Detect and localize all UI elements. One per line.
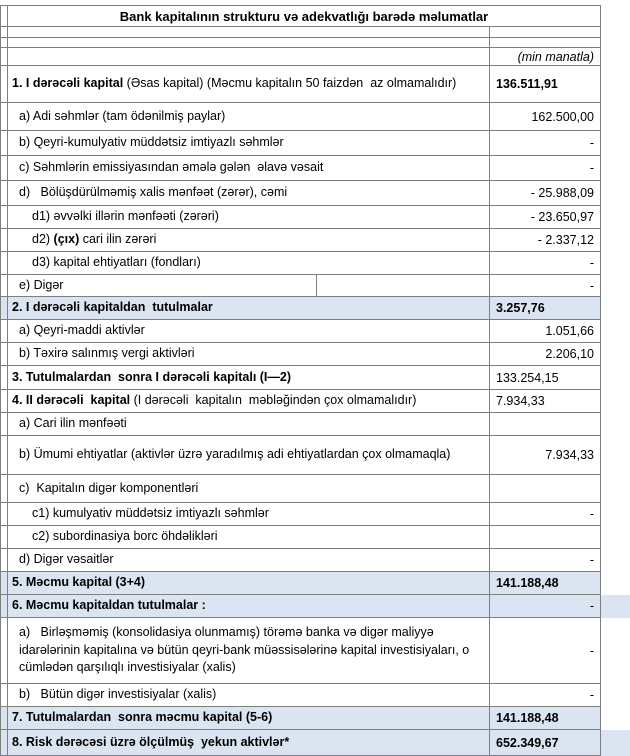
row-value-cell [489,413,601,436]
row-label-cell [8,229,489,252]
row-stub-cell [0,229,8,252]
row-right-margin [601,103,630,131]
table-row [0,730,630,756]
cell-divider [316,275,317,296]
row-value-cell: - [489,595,601,618]
table-row [0,684,630,707]
table-row [0,475,630,503]
row-label-cell [8,131,489,156]
row-stub-cell [0,27,8,38]
row-label-segment: cari ilin zərəri [79,232,157,247]
empty-label-cell [8,27,489,38]
row-label-cell [8,572,489,595]
table-row [0,343,630,366]
row-stub-cell [0,436,8,475]
table-row [0,181,630,206]
row-stub-cell [0,413,8,436]
row-stub-cell [0,103,8,131]
row-right-margin [601,572,630,595]
row-right-margin [601,66,630,103]
row-label-cell [8,390,489,413]
table-row [0,549,630,572]
row-label-cell [8,549,489,572]
row-stub-cell [0,38,8,48]
row-value-cell: - 2.337,12 [489,229,601,252]
row-value-cell: 141.188,48 [489,707,601,730]
row-label-segment: 7. Tutulmalardan sonra məcmu kapital (5-6) [12,710,273,725]
row-value-cell: - 23.650,97 [489,206,601,229]
row-right-margin [601,229,630,252]
row-label-cell [8,103,489,131]
table-row [0,503,630,526]
unit-note-row [0,48,630,66]
row-right-margin [601,730,630,756]
row-label-cell [8,275,489,297]
row-label-segment: d) Digər vəsaitlər [19,552,114,567]
row-label-segment: c1) kumulyativ müddətsiz imtiyazlı səhmlər [32,506,269,521]
table-row [0,390,630,413]
row-value-cell [489,475,601,503]
row-label-cell [8,503,489,526]
row-label-segment: d2) [32,232,54,247]
row-value-cell: 7.934,33 [489,436,601,475]
unit-note: (min manatla) [489,48,601,66]
table-row [0,275,630,297]
row-label-cell [8,730,489,756]
row-label-cell [8,618,489,684]
row-label-cell [8,252,489,275]
row-value-cell: 133.254,15 [489,366,601,390]
table-row [0,297,630,320]
row-stub-cell [0,156,8,181]
row-right-margin [601,390,630,413]
row-label-segment: d1) əvvəlki illərin mənfəəti (zərəri) [32,209,219,224]
row-label-cell [8,595,489,618]
empty-label-cell [8,38,489,48]
row-label-cell [8,475,489,503]
row-right-margin [601,38,630,48]
row-value-cell: - [489,684,601,707]
row-label-cell [8,684,489,707]
row-stub-cell [0,206,8,229]
table-title-row [0,5,630,27]
row-label-segment: 5. Məcmu kapital (3+4) [12,575,146,590]
row-stub-cell [0,252,8,275]
row-stub-cell [0,730,8,756]
row-label-segment: c2) subordinasiya borc öhdəlikləri [32,529,218,544]
row-value-cell: - [489,131,601,156]
row-label-segment: b) Ümumi ehtiyatlar (aktivlər üzrə yaradılmış adi ehtiyatlardan çox olmamaqla) [19,447,451,462]
row-stub-cell [0,366,8,390]
row-right-margin [601,181,630,206]
empty-label-cell [8,48,489,66]
table-row [0,66,630,103]
table-row [0,413,630,436]
row-label-segment: 1. I dərəcəli kapital [12,76,127,91]
table-row [0,572,630,595]
row-right-margin [601,684,630,707]
row-stub-cell [0,595,8,618]
empty-value-cell [489,38,601,48]
row-right-margin [601,27,630,38]
row-label-cell [8,320,489,343]
row-right-margin [601,343,630,366]
row-right-margin [601,275,630,297]
row-value-cell: 2.206,10 [489,343,601,366]
row-label-cell [8,297,489,320]
row-value-cell: 1.051,66 [489,320,601,343]
row-label-cell [8,156,489,181]
row-label-segment: d) Bölüşdürülməmiş xalis mənfəət (zərər), cəmi [19,185,288,200]
row-stub-cell [0,66,8,103]
row-label-segment: b) Təxirə salınmış vergi aktivləri [19,346,195,361]
table-row [0,707,630,730]
row-stub-cell [0,549,8,572]
row-stub-cell [0,275,8,297]
row-stub-cell [0,131,8,156]
table-row [0,131,630,156]
row-right-margin [601,503,630,526]
row-label-cell [8,707,489,730]
row-value-cell: - [489,618,601,684]
row-stub-cell [0,343,8,366]
table-row [0,595,630,618]
row-value-cell [489,526,601,549]
row-stub-cell [0,320,8,343]
row-right-margin [601,320,630,343]
empty-value-cell [489,27,601,38]
row-value-cell: 141.188,48 [489,572,601,595]
table-row [0,156,630,181]
table-row [0,252,630,275]
row-label-segment: e) Digər [19,278,64,292]
row-value-cell: - [489,503,601,526]
row-right-margin [601,413,630,436]
row-stub-cell [0,684,8,707]
row-stub-cell [0,297,8,320]
row-label-segment: 4. II dərəcəli kapital [12,393,134,408]
spacer-row [0,27,630,38]
row-label-segment: a) Cari ilin mənfəəti [19,416,127,431]
row-label-segment: d3) kapital ehtiyatları (fondları) [32,255,201,270]
row-label-cell [8,66,489,103]
row-label-cell [8,526,489,549]
row-right-margin [601,618,630,684]
row-value-cell: - [489,275,601,297]
row-right-margin [601,595,630,618]
row-stub-cell [0,48,8,66]
row-right-margin [601,206,630,229]
row-label-segment: (I dərəcəli kapitalın məbləğindən çox olmamalıdır) [133,393,417,408]
row-stub-cell [0,181,8,206]
row-value-cell: 162.500,00 [489,103,601,131]
row-label-segment: 6. Məcmu kapitaldan tutulmalar : [12,598,206,613]
row-label-cell [8,436,489,475]
row-right-margin [601,549,630,572]
page-title: Bank kapitalının strukturu və adekvatlığı barədə məlumatlar [8,5,601,27]
row-value-cell: 3.257,76 [489,297,601,320]
capital-table-rows [0,66,630,756]
row-value-cell: 7.934,33 [489,390,601,413]
table-row [0,366,630,390]
row-label-segment: a) Birləşməmiş (konsolidasiya olunmamış) törəmə banka və digər maliyyə idarələrinin kapitalına və bütün qeyri-bank müəssisələrinə kapital investisiyaları, o cümlədən qarşılıqlı investisiyalar (xalis) [19,625,473,675]
row-right-margin [601,297,630,320]
row-right-margin [601,436,630,475]
row-label-segment: c) Səhmlərin emissiyasından əmələ gələn əlavə vəsait [19,160,324,175]
row-label-cell [8,181,489,206]
row-right-margin [601,475,630,503]
row-right-margin [601,131,630,156]
row-label-cell [8,413,489,436]
row-value-cell: 652.349,67 [489,730,601,756]
row-label-segment: b) Qeyri-kumulyativ müddətsiz imtiyazlı səhmlər [19,135,284,150]
row-right-margin [601,48,630,66]
row-stub-cell [0,707,8,730]
table-row [0,618,630,684]
row-value-cell: - [489,549,601,572]
row-right-margin [601,526,630,549]
table-row [0,229,630,252]
table-row [0,320,630,343]
row-value-cell: - [489,252,601,275]
row-right-margin [601,5,630,27]
row-label-segment: c) Kapitalın digər komponentləri [19,480,199,495]
row-value-cell: - 25.988,09 [489,181,601,206]
row-label-cell [8,343,489,366]
table-row [0,103,630,131]
row-label-segment: 3. Tutulmalardan sonra I dərəcəli kapitalı (I—2) [12,369,292,384]
row-right-margin [601,156,630,181]
row-stub-cell [0,618,8,684]
spacer-row [0,38,630,48]
row-value-cell: 136.511,91 [489,66,601,103]
row-stub-cell [0,503,8,526]
row-right-margin [601,707,630,730]
row-label-cell [8,366,489,390]
row-label-segment: 2. I dərəcəli kapitaldan tutulmalar [12,300,213,315]
row-label-segment: a) Qeyri-maddi aktivlər [19,323,145,338]
row-stub-cell [0,572,8,595]
table-row [0,526,630,549]
table-row [0,206,630,229]
row-right-margin [601,252,630,275]
row-value-cell: - [489,156,601,181]
row-stub-cell [0,5,8,27]
row-stub-cell [0,475,8,503]
table-row [0,436,630,475]
row-stub-cell [0,390,8,413]
row-stub-cell [0,526,8,549]
row-label-segment: (çıx) [53,232,80,247]
row-right-margin [601,366,630,390]
row-label-segment: 8. Risk dərəcəsi üzrə ölçülmüş yekun aktivlər* [12,734,290,749]
row-label-segment: a) Adi səhmlər (tam ödənilmiş paylar) [19,108,226,123]
row-label-segment: (Əsas kapital) (Məcmu kapitalın 50 faizdən az olmamalıdır) [126,76,457,91]
row-label-segment: b) Bütün digər investisiyalar (xalis) [19,687,217,702]
row-label-cell [8,206,489,229]
